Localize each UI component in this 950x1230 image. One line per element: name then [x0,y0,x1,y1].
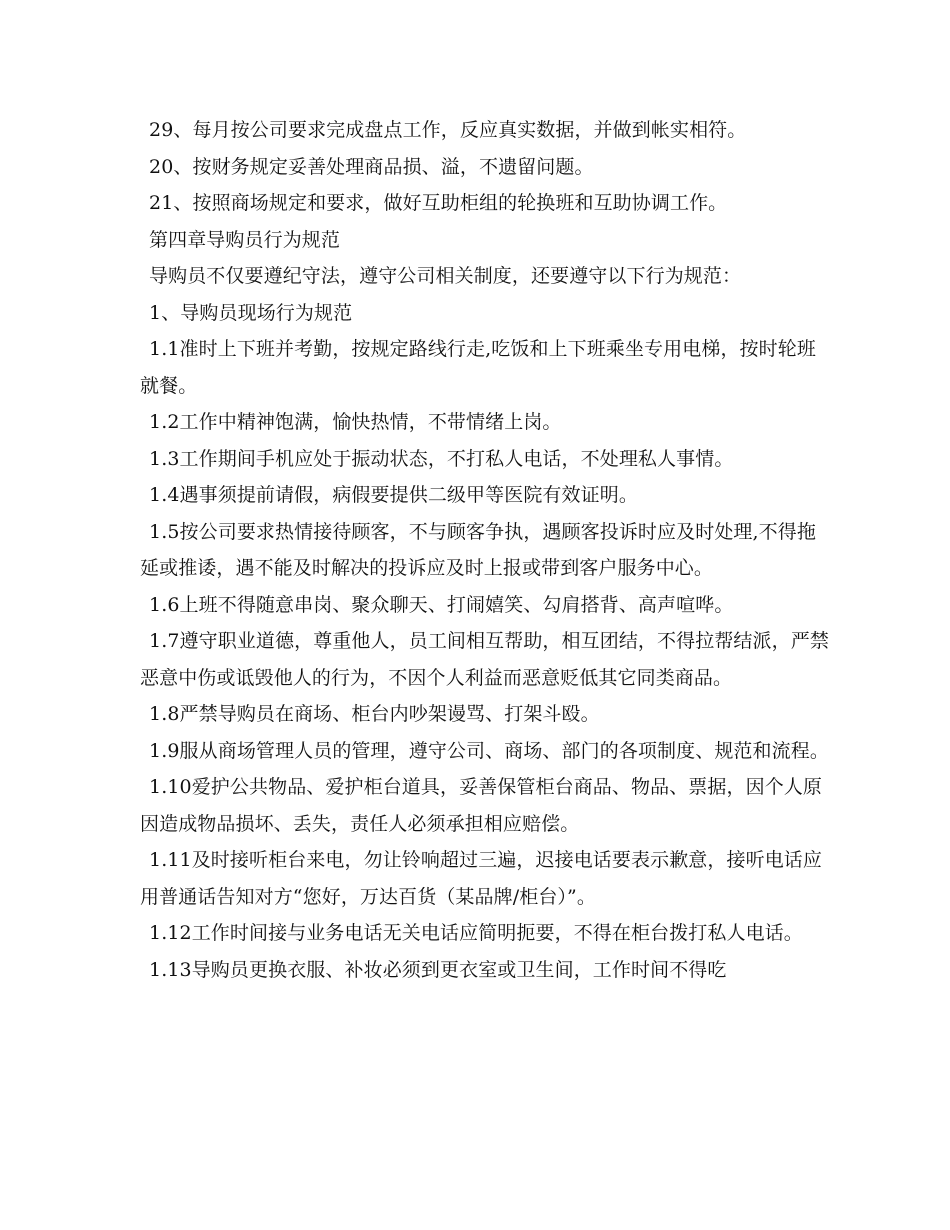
rule-1-4: 1.4遇事须提前请假，病假要提供二级甲等医院有效证明。 [149,484,638,506]
paragraph-item-21: 21、按照商场规定和要求，做好互助柜组的轮换班和互助协调工作。 [149,192,728,214]
rule-1-7: 1.7遵守职业道德，尊重他人，员工间相互帮助，相互团结，不得拉帮结派，严禁恶意中伤或诋毁他人的行为，不因个人利益而恶意贬低其它同类商品。 [140,630,829,689]
rule-1-1: 1.1准时上下班并考勤，按规定路线行走,吃饭和上下班乘坐专用电梯，按时轮班就餐。 [140,338,816,397]
chapter-intro: 导购员不仅要遵纪守法，遵守公司相关制度，还要遵守以下行为规范： [149,265,742,287]
section-heading-1: 1、导购员现场行为规范 [149,301,353,324]
chapter-heading: 第四章导购员行为规范 [149,228,341,251]
paragraph-item-29: 29、每月按公司要求完成盘点工作，反应真实数据，并做到帐实相符。 [149,119,747,141]
document-page [140,112,830,988]
rule-1-10: 1.10爱护公共物品、爱护柜台道具，妥善保管柜台商品、物品、票据，因个人原因造成物品损坏、丢失，责任人必须承担相应赔偿。 [140,776,823,835]
paragraph-item-20: 20、按财务规定妥善处理商品损、溢，不遗留问题。 [149,155,594,178]
rule-1-2: 1.2工作中精神饱满，愉快热情，不带情绪上岗。 [149,411,562,433]
rule-1-9: 1.9服从商场管理人员的管理，遵守公司、商场、部门的各项制度、规范和流程。 [149,739,829,762]
rule-1-8: 1.8严禁导购员在商场、柜台内吵架谩骂、打架斗殴。 [149,703,600,725]
rule-1-3: 1.3工作期间手机应处于振动状态，不打私人电话，不处理私人事情。 [149,447,734,470]
rule-1-11: 1.11及时接听柜台来电，勿让铃响超过三遍，迟接电话要表示歉意，接听电话应用普通话告知对方“您好，万达百货（某品牌/柜台）”。 [140,849,823,908]
rule-1-13: 1.13导购员更换衣服、补妆必须到更衣室或卫生间，工作时间不得吃 [149,958,727,981]
rule-1-12: 1.12工作时间接与业务电话无关电话应简明扼要，不得在柜台拨打私人电话。 [149,922,803,944]
rule-1-6: 1.6上班不得随意串岗、聚众聊天、打闹嬉笑、勾肩搭背、高声喧哗。 [149,593,734,616]
rule-1-5: 1.5按公司要求热情接待顾客，不与顾客争执，遇顾客投诉时应及时处理,不得拖延或推诿，遇不能及时解决的投诉应及时上报或带到客户服务中心。 [140,520,816,579]
